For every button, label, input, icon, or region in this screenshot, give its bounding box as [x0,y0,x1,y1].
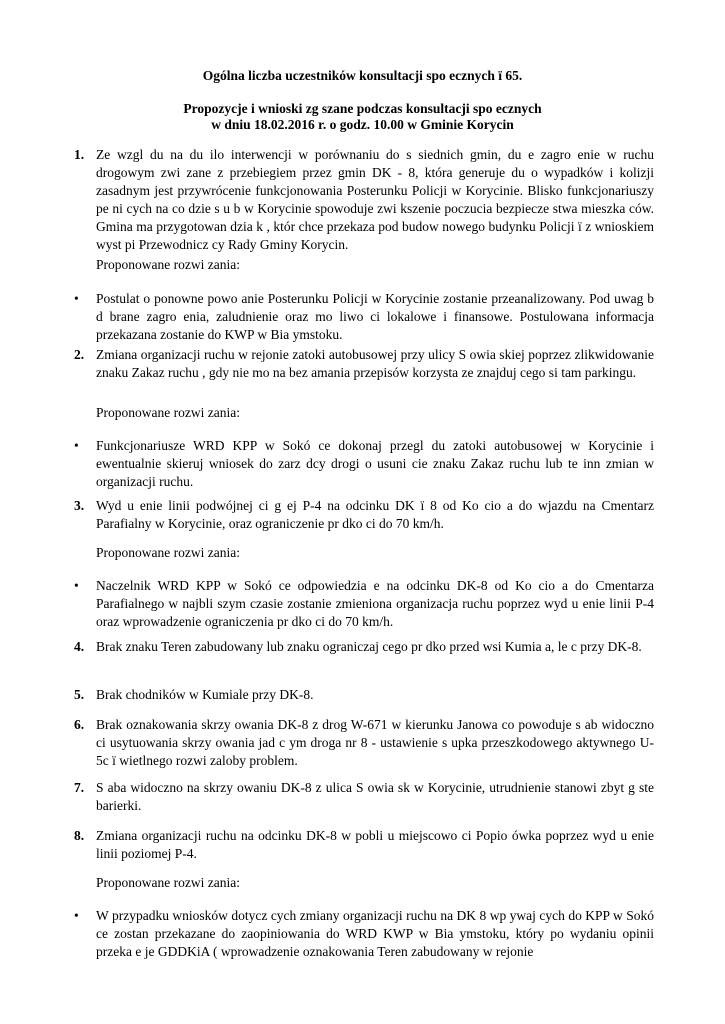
item-number: 6. [74,717,85,732]
item-text: Funkcjonariusze WRD KPP w Sokó ce dokonaj przegl du zatoki autobusowej w Korycinie i ewentualnie skieruj wniosek do zarz dcy drogi o usuni cie znaku Zakaz ruchu lub te inn zmian w organizacji ruchu. [96,438,654,489]
item-text: Ze wzgl du na du ilo interwencji w porównaniu do s siednich gmin, du e zagro enie w ruchu drogowym zwi zane z przebiegiem przez gmin DK - 8, która generuje du o wypadków i kolizji zasadnym jest przywrócenie funkcjonowania Posterunku Policji w Korycinie. Blisko funkcjonariuszy pe ni cych na co dzie s u b w Korycinie spowoduje zwi kszenie poczucia bezpiecze stwa mieszka ców. Gmina ma przygotowan dzia k , któr chce przekaza pod budow nowego budynku Policji ï z wnioskiem wyst pi Przewodnicz cy Rady Gminy Korycin. [96,147,654,252]
item-text: Zmiana organizacji ruchu w rejonie zatoki autobusowej przy ulicy S owia skiej poprzez zlikwidowanie znaku Zakaz ruchu , gdy nie mo na bez amania przepisów korzysta ze znajduj cego si tam parkingu. [96,347,654,380]
proposal-label: Proponowane rozwi zania: [96,545,240,560]
participants-line: Ogólna liczba uczestników konsultacji spo ecznych ï 65. [202,68,523,83]
item-text: Naczelnik WRD KPP w Sokó ce odpowiedzia e na odcinku DK-8 od Ko cio a do Cmentarza Parafialnego w najbli szym czasie zostanie zmieniona organizacja ruchu poprzez wyd u enie linii P-4 oraz wprowadzenie ograniczenia pr dko ci do 70 km/h. [96,578,654,629]
item-number: 7. [74,780,85,795]
item-text: Postulat o ponowne powo anie Posterunku Policji w Korycinie zostanie przeanalizowany. Pod uwag b d brane zagro enia, zaludnienie oraz mo liwo ci lokalowe i finansowe. Postulowana informacja przekazana zostanie do KWP w Bia ymstoku. [96,291,654,342]
item-number: 1. [74,147,85,162]
item-number: 2. [74,347,85,362]
item-number: 3. [74,498,85,513]
proposal-label: Proponowane rozwi zania: [96,875,240,890]
document-subtitle: w dniu 18.02.2016 r. o godz. 10.00 w Gminie Korycin [211,117,514,132]
bullet-icon: • [74,578,79,593]
item-text: W przypadku wniosków dotycz cych zmiany organizacji ruchu na DK 8 wp ywaj cych do KPP w Sokó ce zostan przekazane do zaopiniowania do WRD KWP w Bia ymstoku, który po wydaniu opinii przeka e je GDDKiA ( wprowadzenie oznakowania Teren zabudowany w rejonie [96,908,654,959]
item-text: S aba widoczno na skrzy owaniu DK-8 z ulica S owia sk w Korycinie, utrudnienie stanowi zbyt g ste barierki. [96,780,654,813]
item-text: Zmiana organizacji ruchu na odcinku DK-8 w pobli u miejscowo ci Popio ówka poprzez wyd u enie linii poziomej P-4. [96,828,654,861]
item-text: Brak chodników w Kumiale przy DK-8. [96,687,314,702]
proposal-label: Proponowane rozwi zania: [96,257,240,272]
bullet-icon: • [74,908,79,923]
item-text: Brak znaku Teren zabudowany lub znaku ograniczaj cego pr dko przed wsi Kumia a, le c przy DK-8. [96,639,642,654]
item-text: Wyd u enie linii podwójnej ci g ej P-4 na odcinku DK ï 8 od Ko cio a do wjazdu na Cmentarz Parafialny w Korycinie, oraz ograniczenie pr dko ci do 70 km/h. [96,498,654,531]
proposal-label: Proponowane rozwi zania: [96,405,240,420]
bullet-icon: • [74,291,79,306]
item-number: 8. [74,828,85,843]
document-title: Propozycje i wnioski zg szane podczas konsultacji spo ecznych [183,101,542,116]
item-text: Brak oznakowania skrzy owania DK-8 z drog W-671 w kierunku Janowa co powoduje s ab widoczno ci usytuowania skrzy owania jad c ym droga nr 8 - ustawienie s upka przeszkodowego aktywnego U-5c ï wietlnego rozwi zaloby problem. [96,717,654,768]
bullet-icon: • [74,438,79,453]
item-number: 5. [74,687,85,702]
item-number: 4. [74,639,85,654]
